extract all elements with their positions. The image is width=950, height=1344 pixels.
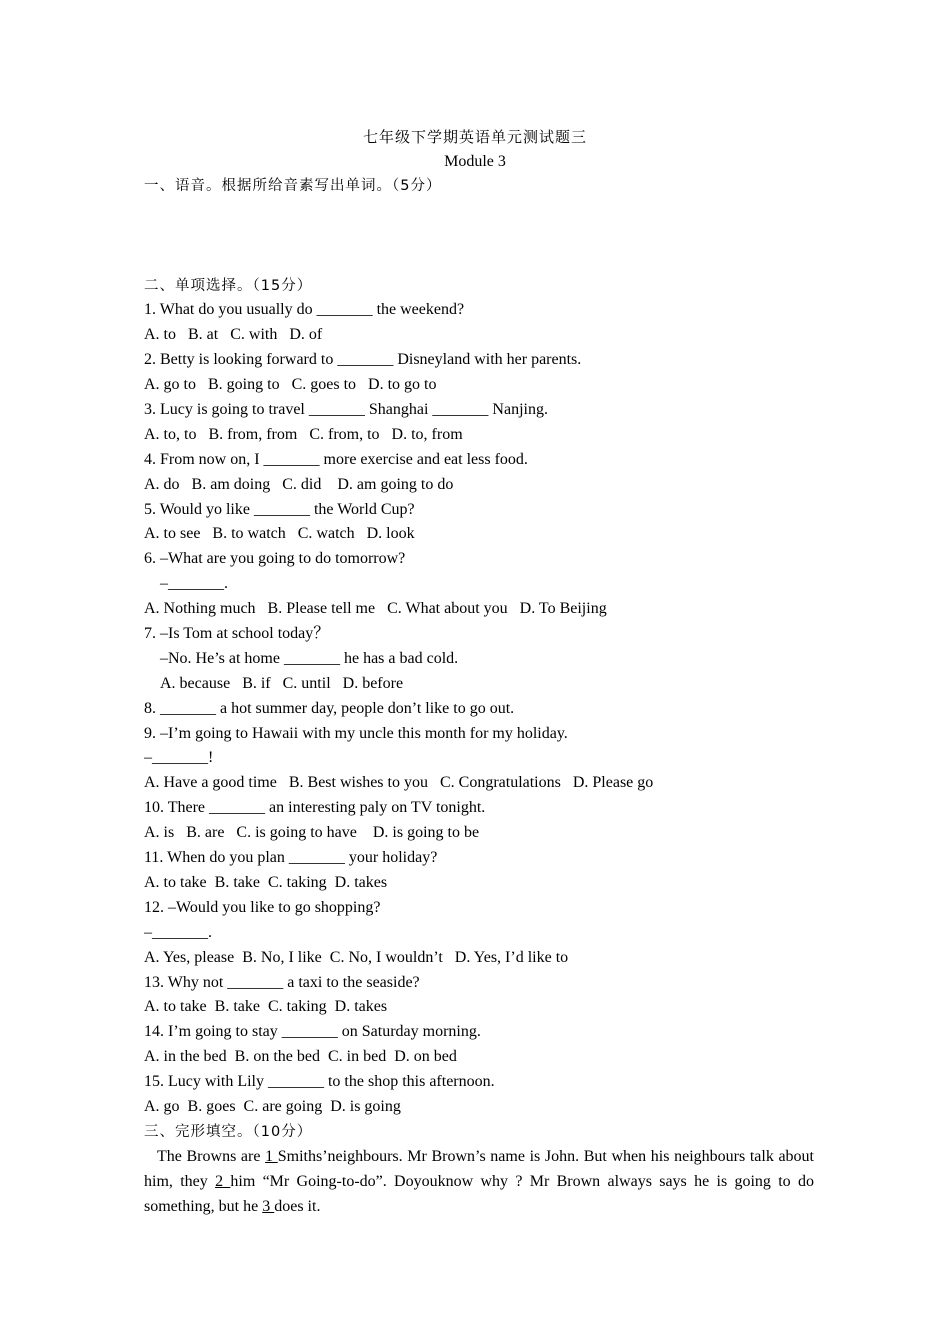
question-line: 6. –What are you going to do tomorrow? bbox=[144, 550, 406, 568]
cloze-text: The Browns are bbox=[157, 1147, 266, 1165]
options-line: A. Yes, please B. No, I like C. No, I wouldn’t D. Yes, I’d like to bbox=[144, 948, 569, 966]
question-line: 4. From now on, I _______ more exercise and eat less food. bbox=[144, 450, 528, 468]
options-line: A. to B. at C. with D. of bbox=[144, 326, 323, 344]
options-line: A. do B. am doing C. did D. am going to do bbox=[144, 475, 454, 493]
question-line: 1. What do you usually do _______ the weekend? bbox=[144, 301, 465, 319]
cloze-text: Smiths’neighbours. Mr Brown’s name is John. But when his neighbours talk about him, they bbox=[144, 1147, 815, 1190]
question-line: 14. I’m going to stay _______ on Saturday morning. bbox=[144, 1023, 481, 1041]
options-line: A. is B. are C. is going to have D. is going to be bbox=[144, 824, 480, 842]
options-line: A. to take B. take C. taking D. takes bbox=[144, 998, 388, 1016]
question-line: 11. When do you plan _______ your holiday? bbox=[144, 849, 438, 867]
options-line: A. go to B. going to C. goes to D. to go to bbox=[144, 376, 437, 394]
options-line: A. Have a good time B. Best wishes to you C. Congratulations D. Please go bbox=[144, 774, 654, 792]
section-heading-choice: 二、单项选择。（15分） bbox=[144, 277, 313, 294]
answer-blank-line: –_______. bbox=[144, 923, 212, 941]
cloze-blank-2: 2 bbox=[215, 1172, 231, 1190]
cloze-text: does it. bbox=[274, 1197, 321, 1215]
section-heading-cloze: 三、完形填空。（10分） bbox=[144, 1123, 313, 1140]
options-line: A. Nothing much B. Please tell me C. What about you D. To Beijing bbox=[144, 600, 607, 618]
page-title: 七年级下学期英语单元测试题三 bbox=[362, 128, 587, 146]
answer-blank-line: –_______. bbox=[160, 575, 228, 593]
phonetic-row bbox=[144, 199, 814, 224]
question-line: 10. There _______ an interesting paly on TV tonight. bbox=[144, 799, 486, 817]
options-line: A. because B. if C. until D. before bbox=[160, 674, 404, 692]
cloze-text: him “Mr Going-to-do”. Doyouknow why ? Mr Brown always says he is going to do something, but he bbox=[144, 1172, 814, 1215]
question-line: 8. _______ a hot summer day, people don’t like to go out. bbox=[144, 699, 515, 717]
document-body bbox=[144, 174, 814, 1219]
phonetic-row bbox=[144, 224, 814, 249]
question-line: 13. Why not _______ a taxi to the seaside? bbox=[144, 973, 420, 991]
question-line: 2. Betty is looking forward to _______ Disneyland with her parents. bbox=[144, 351, 582, 369]
question-line: 15. Lucy with Lily _______ to the shop this afternoon. bbox=[144, 1073, 495, 1091]
section-heading-phonetics: 一、语音。根据所给音素写出单词。（5分） bbox=[144, 178, 442, 194]
cloze-paragraph bbox=[144, 1145, 814, 1220]
cloze-blank-1: 1 bbox=[265, 1147, 278, 1165]
question-line: 7. –Is Tom at school today？ bbox=[144, 625, 330, 643]
options-line: A. to, to B. from, from C. from, to D. to, from bbox=[144, 425, 463, 443]
question-line: 9. –I’m going to Hawaii with my uncle this month for my holiday. bbox=[144, 724, 568, 742]
question-line: 12. –Would you like to go shopping? bbox=[144, 898, 381, 916]
question-line: 3. Lucy is going to travel _______ Shanghai _______ Nanjing. bbox=[144, 401, 548, 419]
phonetic-row bbox=[144, 249, 814, 274]
cloze-blank-3: 3 bbox=[262, 1197, 275, 1215]
options-line: A. in the bed B. on the bed C. in bed D. on bed bbox=[144, 1048, 457, 1066]
answer-blank-line: –_______! bbox=[144, 749, 214, 767]
options-line: A. to take B. take C. taking D. takes bbox=[144, 873, 388, 891]
answer-line: –No. He’s at home _______ he has a bad cold. bbox=[160, 649, 459, 667]
options-line: A. to see B. to watch C. watch D. look bbox=[144, 525, 415, 543]
question-line: 5. Would yo like _______ the World Cup? bbox=[144, 500, 415, 518]
options-line: A. go B. goes C. are going D. is going bbox=[144, 1097, 401, 1115]
page-subtitle: Module 3 bbox=[444, 153, 506, 170]
